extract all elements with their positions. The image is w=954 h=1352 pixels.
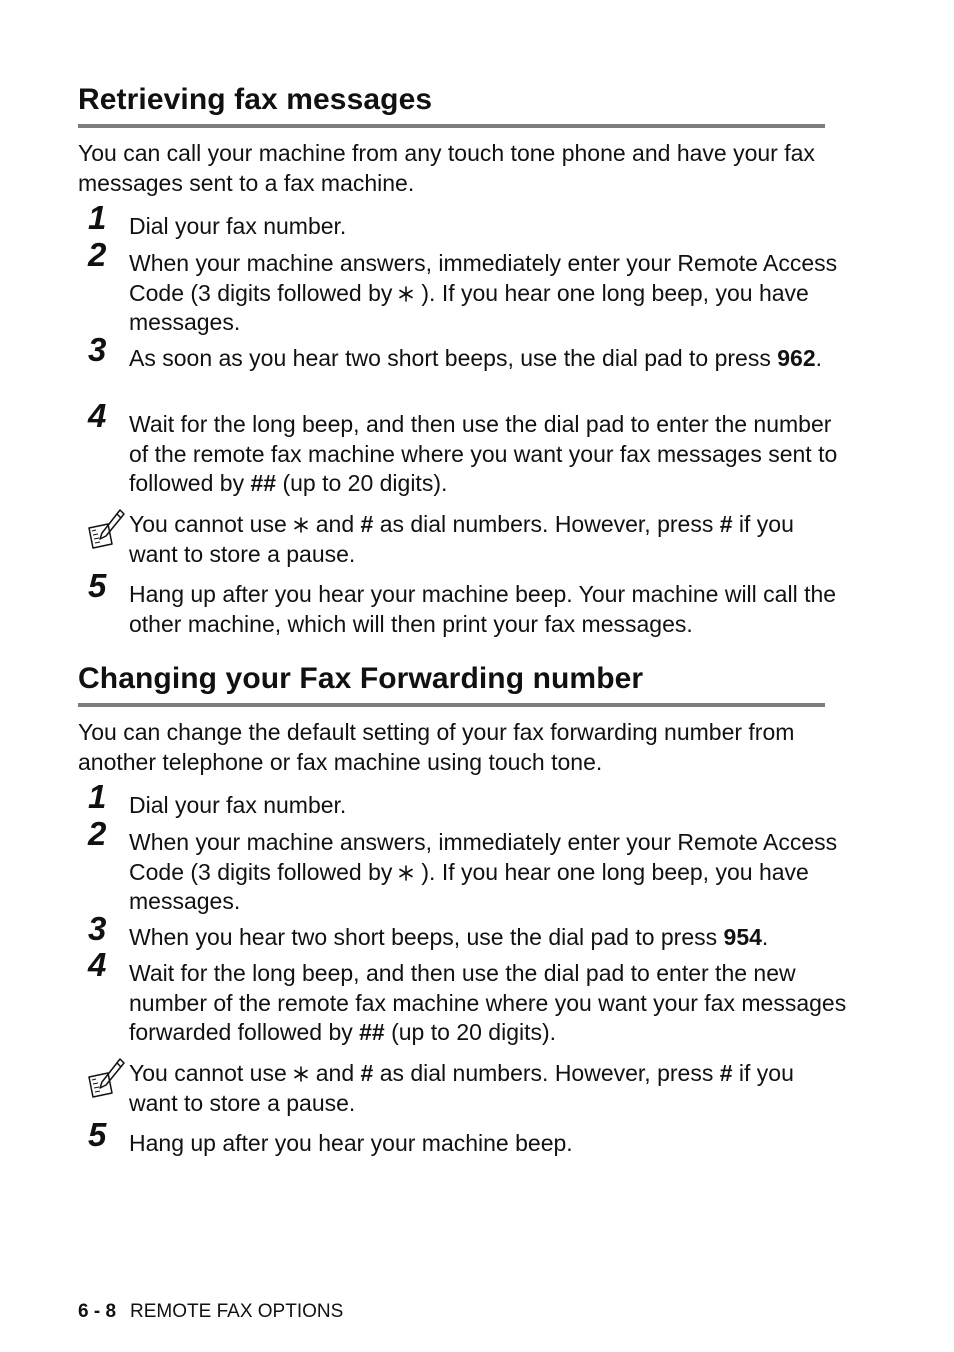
step-number: 4: [88, 397, 107, 434]
step-number: 5: [88, 567, 107, 604]
note-text: You cannot use and # as dial numbers. However, press # if you want to store a pause.: [129, 511, 794, 567]
step-text: Dial your fax number.: [129, 213, 347, 239]
step-text: When your machine answers, immediately enter your Remote Access Code (3 digits followed by ). If you hear one long beep, you have messages.: [129, 250, 838, 335]
page-footer: [78, 1301, 343, 1323]
star-key-icon: [293, 1066, 309, 1082]
note-pencil-icon: [86, 506, 126, 554]
step-number: 1: [88, 778, 107, 815]
page-number: 6 - 8: [78, 1301, 117, 1322]
step-number: 4: [88, 946, 107, 983]
step-text: Hang up after you hear your machine beep. Your machine will call the other machine, which will then print your fax messages.: [129, 581, 837, 637]
step-number: 5: [88, 1116, 107, 1153]
code-954: 954: [723, 924, 762, 950]
code-hash: ##: [359, 1019, 385, 1045]
step-text: Wait for the long beep, and then use the dial pad to enter the number of the remote fax machine where you want your fax messages sent to followed by ## (up to 20 digits).: [129, 411, 838, 496]
step-number: 1: [88, 199, 107, 236]
intro-paragraph: You can change the default setting of your fax forwarding number from another telephone or fax machine using touch tone.: [78, 719, 795, 775]
chapter-title: REMOTE FAX OPTIONS: [130, 1301, 344, 1322]
intro-paragraph: You can call your machine from any touch tone phone and have your fax messages sent to a fax machine.: [78, 140, 815, 196]
step-text: Dial your fax number.: [129, 792, 347, 818]
section-title-changing: Changing your Fax Forwarding number: [78, 662, 644, 695]
step-text: As soon as you hear two short beeps, use the dial pad to press 962.: [129, 345, 822, 371]
section-title-retrieving: Retrieving fax messages: [78, 83, 433, 116]
code-962: 962: [777, 345, 816, 371]
step-text: Hang up after you hear your machine beep.: [129, 1130, 573, 1156]
star-key-icon: [293, 517, 309, 533]
step-number: 2: [88, 815, 107, 852]
step-number: 3: [88, 910, 107, 947]
note-pencil-icon: [86, 1055, 126, 1103]
step-text: When you hear two short beeps, use the dial pad to press 954.: [129, 924, 769, 950]
section-divider: [78, 703, 825, 707]
star-key-icon: [398, 865, 414, 881]
step-number: 2: [88, 236, 107, 273]
code-hash: ##: [250, 470, 277, 496]
step-text: When your machine answers, immediately enter your Remote Access Code (3 digits followed by ). If you hear one long beep, you have messages.: [129, 829, 838, 914]
star-key-icon: [398, 286, 414, 302]
section-divider: [78, 124, 825, 128]
step-number: 3: [88, 331, 107, 368]
step-text: Wait for the long beep, and then use the dial pad to enter the new number of the remote fax machine where you want your fax messages forwarded followed by ## (up to 20 digits).: [129, 960, 847, 1045]
note-text: You cannot use and # as dial numbers. However, press # if you want to store a pause.: [129, 1060, 794, 1116]
